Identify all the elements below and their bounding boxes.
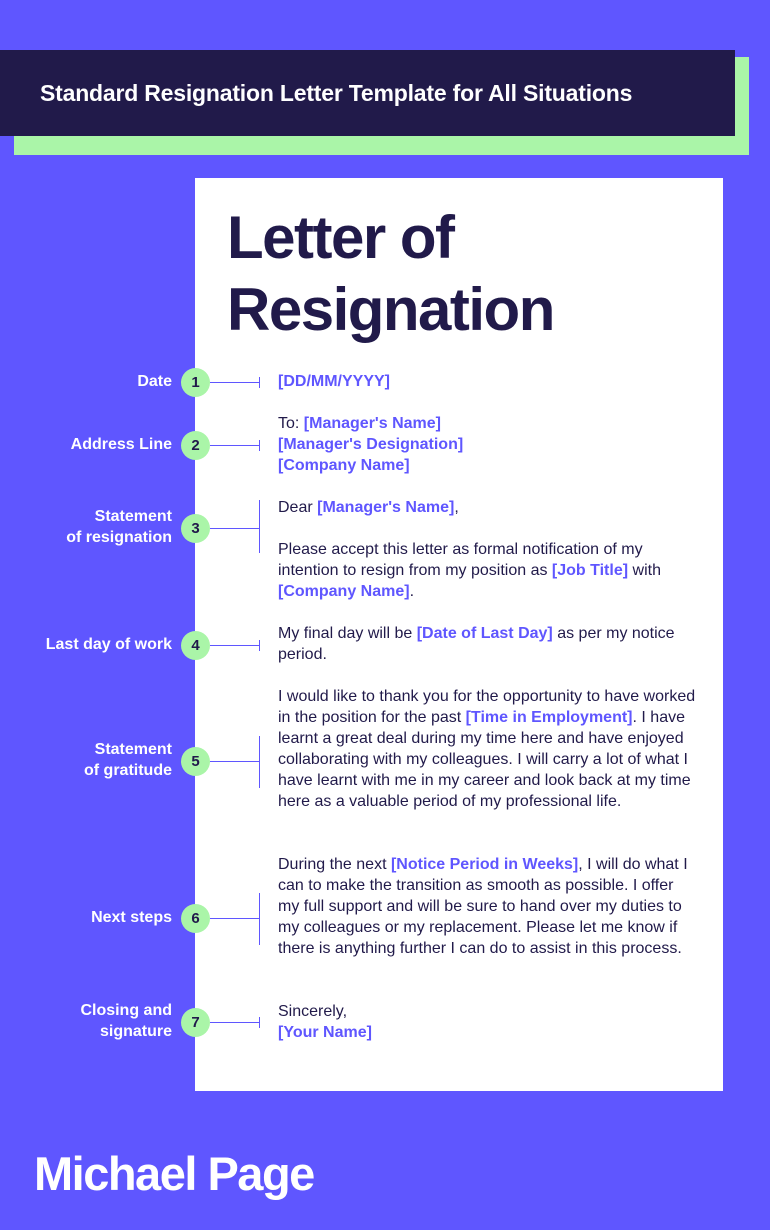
last-day-paragraph: My final day will be [Date of Last Day] as per my notice period. <box>278 625 675 663</box>
closing-text: Sincerely, <box>278 1003 348 1020</box>
connector-bracket-7 <box>259 1017 260 1028</box>
annotation-label-last-day: Last day of work <box>45 636 172 653</box>
greeting-comma: , <box>454 499 459 516</box>
michael-page-logo: Michael Page <box>34 1147 314 1200</box>
statement-company-placeholder: [Company Name] <box>278 583 410 600</box>
company-name-placeholder: [Company Name] <box>278 457 410 474</box>
connector-bracket-3 <box>259 500 260 553</box>
connector-line-1 <box>210 382 260 383</box>
connector-line-4 <box>210 645 260 646</box>
letter-title-line-1: Letter of <box>227 204 454 271</box>
connector-line-2 <box>210 445 260 446</box>
greeting-text: Dear <box>278 499 318 516</box>
connector-bracket-4 <box>259 640 260 651</box>
connector-bracket-5 <box>259 736 260 788</box>
connector-line-3 <box>210 528 260 529</box>
annotation-label-gratitude: Statement of gratitude <box>84 741 172 779</box>
to-prefix: To: <box>278 415 304 432</box>
job-title-placeholder: [Job Title] <box>551 562 629 579</box>
manager-designation-placeholder: [Manager's Designation] <box>278 436 464 453</box>
letter-title-line-2: Resignation <box>227 276 554 343</box>
next-steps-paragraph: During the next [Notice Period in Weeks], I will do what I can to make the transition as smooth as possible. I offer my full support and will be sure to hand over my duties to my colleagues or my replacement. Please let me know if there is anything further I can do to assist in this process. <box>278 856 688 957</box>
gratitude-paragraph: I would like to thank you for the opportunity to have worked in the position for the past [Time in Employment]. I have learnt a great deal during my time here and have enjoyed collaborating with my colleagues. I will carry a lot of what I have learnt with me in my career and look back at my time here as a valuable period of my professional life. <box>278 688 696 810</box>
annotation-badge-5: 5 <box>181 747 210 776</box>
statement-of-resignation: Please accept this letter as formal notification of my intention to resign from my position as [Job Title] with [Company Name]. <box>278 541 661 600</box>
annotation-badge-1: 1 <box>181 368 210 397</box>
notice-period-placeholder: [Notice Period in Weeks] <box>390 856 579 873</box>
last-day-placeholder: [Date of Last Day] <box>416 625 553 642</box>
annotation-badge-6: 6 <box>181 904 210 933</box>
connector-line-5 <box>210 761 260 762</box>
connector-line-6 <box>210 918 260 919</box>
annotation-label-closing: Closing and signature <box>80 1002 172 1040</box>
annotation-label-date: Date <box>137 373 172 390</box>
annotation-badge-4: 4 <box>181 631 210 660</box>
connector-bracket-2 <box>259 440 260 451</box>
letter-greeting <box>278 497 698 518</box>
your-name-placeholder: [Your Name] <box>278 1024 372 1041</box>
date-placeholder: [DD/MM/YYYY] <box>278 373 390 390</box>
letter-date <box>278 371 698 392</box>
annotation-label-address: Address Line <box>70 436 172 453</box>
greeting-name-placeholder: [Manager's Name] <box>317 499 455 516</box>
connector-bracket-1 <box>259 377 260 388</box>
page-title: Standard Resignation Letter Template for All Situations <box>40 79 633 106</box>
annotation-badge-7: 7 <box>181 1008 210 1037</box>
annotation-label-next-steps: Next steps <box>91 909 172 926</box>
annotation-label-resignation: Statement of resignation <box>66 508 172 546</box>
connector-bracket-6 <box>259 893 260 945</box>
annotation-badge-2: 2 <box>181 431 210 460</box>
connector-line-7 <box>210 1022 260 1023</box>
annotation-badge-3: 3 <box>181 514 210 543</box>
letter-title <box>227 202 554 346</box>
closing-signature <box>278 1001 698 1043</box>
manager-name-placeholder: [Manager's Name] <box>303 415 441 432</box>
time-in-employment-placeholder: [Time in Employment] <box>465 709 633 726</box>
letter-address <box>278 413 698 476</box>
header-banner <box>0 50 735 136</box>
